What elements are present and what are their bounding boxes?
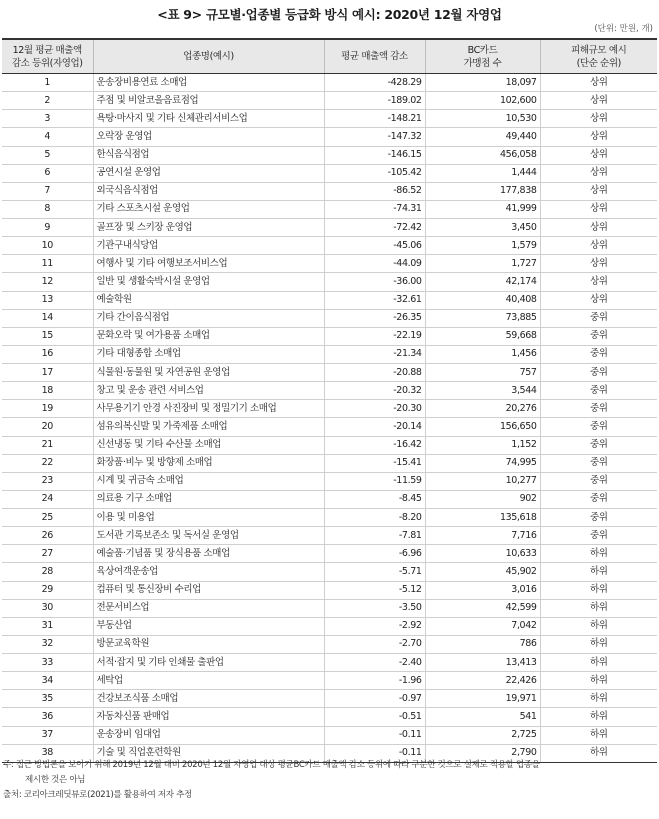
table-row: [2, 654, 657, 672]
cell-damage: 중위: [540, 490, 657, 508]
cell-industry: 컴퓨터 및 통신장비 수리업: [93, 581, 324, 599]
table-row: [2, 110, 657, 128]
cell-damage: 상위: [540, 128, 657, 146]
cell-stores: 42,599: [425, 599, 540, 617]
cell-stores: 7,042: [425, 617, 540, 635]
cell-damage: 하위: [540, 635, 657, 653]
table-row: [2, 527, 657, 545]
cell-damage: 상위: [540, 291, 657, 309]
cell-industry: 화장품·비누 및 방향제 소매업: [93, 454, 324, 472]
cell-damage: 중위: [540, 436, 657, 454]
cell-decrease: -86.52: [324, 182, 425, 200]
cell-decrease: -20.32: [324, 382, 425, 400]
cell-industry: 운송장비 임대업: [93, 726, 324, 744]
unit-label: (단위: 만원, 개): [594, 24, 653, 34]
cell-decrease: -44.09: [324, 255, 425, 273]
cell-industry: 자동차신품 판매업: [93, 708, 324, 726]
cell-damage: 중위: [540, 382, 657, 400]
table-title: <표 9> 규모별·업종별 등급화 방식 예시: 2020년 12월 자영업: [157, 7, 502, 22]
cell-damage: 상위: [540, 164, 657, 182]
cell-rank: 21: [2, 436, 93, 454]
cell-stores: 2,725: [425, 726, 540, 744]
cell-decrease: -22.19: [324, 327, 425, 345]
cell-rank: 38: [2, 744, 93, 762]
cell-damage: 하위: [540, 708, 657, 726]
cell-industry: 사무용기기 안경 사진장비 및 정밀기기 소매업: [93, 400, 324, 418]
cell-industry: 창고 및 운송 관련 서비스업: [93, 382, 324, 400]
cell-rank: 34: [2, 672, 93, 690]
cell-rank: 26: [2, 527, 93, 545]
cell-industry: 골프장 및 스키장 운영업: [93, 219, 324, 237]
cell-stores: 786: [425, 635, 540, 653]
cell-industry: 방문교육학원: [93, 635, 324, 653]
cell-stores: 177,838: [425, 182, 540, 200]
cell-industry: 전문서비스업: [93, 599, 324, 617]
cell-damage: 상위: [540, 74, 657, 92]
cell-stores: 541: [425, 708, 540, 726]
cell-stores: 49,440: [425, 128, 540, 146]
table-row: [2, 219, 657, 237]
table-row: [2, 635, 657, 653]
cell-decrease: -1.96: [324, 672, 425, 690]
cell-industry: 기타 대형종합 소매업: [93, 345, 324, 363]
cell-decrease: -428.29: [324, 74, 425, 92]
cell-decrease: -15.41: [324, 454, 425, 472]
cell-damage: 하위: [540, 563, 657, 581]
cell-damage: 중위: [540, 527, 657, 545]
cell-decrease: -21.34: [324, 345, 425, 363]
table-row: [2, 400, 657, 418]
cell-decrease: -146.15: [324, 146, 425, 164]
cell-decrease: -6.96: [324, 545, 425, 563]
cell-industry: 한식음식점업: [93, 146, 324, 164]
header-industry: 업종명(예시): [93, 39, 324, 74]
cell-damage: 중위: [540, 309, 657, 327]
cell-stores: 902: [425, 490, 540, 508]
table-row: [2, 146, 657, 164]
cell-stores: 19,971: [425, 690, 540, 708]
table-row: [2, 472, 657, 490]
cell-damage: 상위: [540, 146, 657, 164]
table-row: [2, 74, 657, 92]
cell-industry: 외국식음식점업: [93, 182, 324, 200]
cell-rank: 24: [2, 490, 93, 508]
table-row: [2, 182, 657, 200]
cell-decrease: -2.92: [324, 617, 425, 635]
cell-industry: 육상여객운송업: [93, 563, 324, 581]
table-row: [2, 509, 657, 527]
header-stores: BC카드 가맹점 수: [425, 39, 540, 74]
table-row: [2, 309, 657, 327]
cell-industry: 부동산업: [93, 617, 324, 635]
header-decrease: 평균 매출액 감소: [324, 39, 425, 74]
cell-rank: 22: [2, 454, 93, 472]
table-row: [2, 200, 657, 218]
cell-damage: 하위: [540, 581, 657, 599]
cell-stores: 20,276: [425, 400, 540, 418]
cell-stores: 1,152: [425, 436, 540, 454]
cell-damage: 하위: [540, 672, 657, 690]
table-row: [2, 418, 657, 436]
cell-decrease: -8.20: [324, 509, 425, 527]
cell-damage: 하위: [540, 744, 657, 762]
cell-industry: 식물원·동물원 및 자연공원 운영업: [93, 364, 324, 382]
cell-industry: 욕탕·마사지 및 기타 신체관리서비스업: [93, 110, 324, 128]
cell-stores: 73,885: [425, 309, 540, 327]
cell-stores: 456,058: [425, 146, 540, 164]
table-row: [2, 726, 657, 744]
cell-rank: 11: [2, 255, 93, 273]
cell-industry: 문화오락 및 여가용품 소매업: [93, 327, 324, 345]
cell-damage: 상위: [540, 182, 657, 200]
cell-decrease: -2.40: [324, 654, 425, 672]
cell-stores: 74,995: [425, 454, 540, 472]
table-body: [2, 74, 657, 763]
cell-rank: 8: [2, 200, 93, 218]
cell-industry: 예술품·기념품 및 장식용품 소매업: [93, 545, 324, 563]
cell-decrease: -2.70: [324, 635, 425, 653]
cell-rank: 17: [2, 364, 93, 382]
cell-industry: 오락장 운영업: [93, 128, 324, 146]
cell-rank: 10: [2, 237, 93, 255]
cell-decrease: -3.50: [324, 599, 425, 617]
cell-rank: 3: [2, 110, 93, 128]
cell-decrease: -11.59: [324, 472, 425, 490]
cell-damage: 상위: [540, 237, 657, 255]
cell-damage: 상위: [540, 255, 657, 273]
cell-damage: 중위: [540, 472, 657, 490]
cell-rank: 33: [2, 654, 93, 672]
cell-stores: 1,456: [425, 345, 540, 363]
cell-damage: 하위: [540, 654, 657, 672]
cell-industry: 기타 간이음식점업: [93, 309, 324, 327]
table-row: [2, 255, 657, 273]
table-row: [2, 581, 657, 599]
cell-stores: 10,277: [425, 472, 540, 490]
cell-stores: 3,450: [425, 219, 540, 237]
cell-stores: 45,902: [425, 563, 540, 581]
cell-rank: 28: [2, 563, 93, 581]
cell-rank: 15: [2, 327, 93, 345]
table-row: [2, 617, 657, 635]
cell-damage: 상위: [540, 273, 657, 291]
table-row: [2, 708, 657, 726]
cell-decrease: -5.71: [324, 563, 425, 581]
cell-industry: 이용 및 미용업: [93, 509, 324, 527]
cell-damage: 중위: [540, 345, 657, 363]
cell-rank: 25: [2, 509, 93, 527]
cell-decrease: -20.14: [324, 418, 425, 436]
cell-industry: 예술학원: [93, 291, 324, 309]
cell-stores: 22,426: [425, 672, 540, 690]
cell-rank: 4: [2, 128, 93, 146]
cell-rank: 27: [2, 545, 93, 563]
cell-damage: 중위: [540, 418, 657, 436]
cell-decrease: -16.42: [324, 436, 425, 454]
cell-rank: 37: [2, 726, 93, 744]
cell-industry: 주점 및 비알코올음료점업: [93, 92, 324, 110]
cell-rank: 35: [2, 690, 93, 708]
table-row: [2, 291, 657, 309]
cell-industry: 의료용 기구 소매업: [93, 490, 324, 508]
cell-rank: 7: [2, 182, 93, 200]
cell-stores: 102,600: [425, 92, 540, 110]
table-row: [2, 454, 657, 472]
data-table: [2, 38, 657, 763]
table-row: [2, 364, 657, 382]
cell-stores: 42,174: [425, 273, 540, 291]
source-note: 출처: 코리아크레딧뷰로(2021)를 활용하여 저자 추정: [3, 790, 192, 800]
cell-damage: 하위: [540, 726, 657, 744]
cell-damage: 상위: [540, 92, 657, 110]
cell-industry: 공연시설 운영업: [93, 164, 324, 182]
footnote-2: 제시한 것은 아님: [25, 775, 86, 785]
cell-rank: 1: [2, 74, 93, 92]
cell-decrease: -74.31: [324, 200, 425, 218]
cell-rank: 29: [2, 581, 93, 599]
cell-rank: 19: [2, 400, 93, 418]
table-row: [2, 563, 657, 581]
footnote-1: 주: 접근 방법론을 보이기 위해 2019년 12월 대비 2020년 12월 자영업 대상 평균BC카드 매출액 감소 등위에 따라 구분한 것으로 실제로 적용할 업종을: [3, 760, 540, 770]
cell-rank: 32: [2, 635, 93, 653]
cell-industry: 기관구내식당업: [93, 237, 324, 255]
cell-decrease: -0.97: [324, 690, 425, 708]
cell-stores: 1,444: [425, 164, 540, 182]
cell-rank: 14: [2, 309, 93, 327]
cell-damage: 중위: [540, 509, 657, 527]
cell-decrease: -8.45: [324, 490, 425, 508]
cell-stores: 10,633: [425, 545, 540, 563]
cell-decrease: -0.11: [324, 726, 425, 744]
table-row: [2, 128, 657, 146]
cell-rank: 18: [2, 382, 93, 400]
cell-stores: 1,579: [425, 237, 540, 255]
cell-rank: 12: [2, 273, 93, 291]
cell-industry: 세탁업: [93, 672, 324, 690]
table-row: [2, 237, 657, 255]
cell-damage: 중위: [540, 327, 657, 345]
cell-industry: 기술 및 직업훈련학원: [93, 744, 324, 762]
cell-decrease: -45.06: [324, 237, 425, 255]
table-row: [2, 345, 657, 363]
cell-damage: 하위: [540, 545, 657, 563]
table-row: [2, 327, 657, 345]
cell-decrease: -20.30: [324, 400, 425, 418]
cell-rank: 31: [2, 617, 93, 635]
table-row: [2, 490, 657, 508]
table-row: [2, 436, 657, 454]
cell-industry: 여행사 및 기타 여행보조서비스업: [93, 255, 324, 273]
cell-stores: 3,016: [425, 581, 540, 599]
cell-stores: 3,544: [425, 382, 540, 400]
footnotes: [3, 758, 653, 803]
cell-damage: 중위: [540, 400, 657, 418]
cell-decrease: -7.81: [324, 527, 425, 545]
cell-industry: 도서관 기록보존소 및 독서실 운영업: [93, 527, 324, 545]
cell-stores: 59,668: [425, 327, 540, 345]
cell-rank: 5: [2, 146, 93, 164]
table-row: [2, 273, 657, 291]
cell-stores: 135,618: [425, 509, 540, 527]
cell-decrease: -0.11: [324, 744, 425, 762]
cell-decrease: -189.02: [324, 92, 425, 110]
cell-decrease: -36.00: [324, 273, 425, 291]
cell-decrease: -105.42: [324, 164, 425, 182]
cell-decrease: -0.51: [324, 708, 425, 726]
cell-damage: 중위: [540, 454, 657, 472]
cell-damage: 하위: [540, 599, 657, 617]
table-row: [2, 599, 657, 617]
cell-stores: 10,530: [425, 110, 540, 128]
header-rank: 12월 평균 매출액 감소 등위(자영업): [2, 39, 93, 74]
cell-stores: 7,716: [425, 527, 540, 545]
cell-stores: 13,413: [425, 654, 540, 672]
cell-stores: 757: [425, 364, 540, 382]
cell-rank: 13: [2, 291, 93, 309]
cell-industry: 운송장비용연료 소매업: [93, 74, 324, 92]
cell-decrease: -20.88: [324, 364, 425, 382]
table-row: [2, 382, 657, 400]
table-header: [2, 39, 657, 74]
cell-stores: 18,097: [425, 74, 540, 92]
cell-rank: 6: [2, 164, 93, 182]
cell-stores: 1,727: [425, 255, 540, 273]
cell-damage: 중위: [540, 364, 657, 382]
cell-damage: 하위: [540, 690, 657, 708]
cell-decrease: -5.12: [324, 581, 425, 599]
cell-industry: 신선냉동 및 기타 수산물 소매업: [93, 436, 324, 454]
cell-industry: 시계 및 귀금속 소매업: [93, 472, 324, 490]
table-row: [2, 545, 657, 563]
table-row: [2, 690, 657, 708]
table-row: [2, 672, 657, 690]
cell-damage: 상위: [540, 200, 657, 218]
cell-decrease: -147.32: [324, 128, 425, 146]
cell-industry: 서적·잡지 및 기타 인쇄물 출판업: [93, 654, 324, 672]
table-row: [2, 92, 657, 110]
header-damage: 피해규모 예시 (단순 순위): [540, 39, 657, 74]
cell-rank: 2: [2, 92, 93, 110]
cell-rank: 16: [2, 345, 93, 363]
cell-rank: 30: [2, 599, 93, 617]
cell-stores: 41,999: [425, 200, 540, 218]
cell-stores: 156,650: [425, 418, 540, 436]
cell-rank: 9: [2, 219, 93, 237]
cell-damage: 하위: [540, 617, 657, 635]
cell-rank: 36: [2, 708, 93, 726]
cell-rank: 23: [2, 472, 93, 490]
cell-rank: 20: [2, 418, 93, 436]
cell-decrease: -148.21: [324, 110, 425, 128]
cell-industry: 섬유의복신발 및 가죽제품 소매업: [93, 418, 324, 436]
table-row: [2, 164, 657, 182]
cell-stores: 40,408: [425, 291, 540, 309]
cell-decrease: -26.35: [324, 309, 425, 327]
cell-industry: 일반 및 생활숙박시설 운영업: [93, 273, 324, 291]
cell-industry: 건강보조식품 소매업: [93, 690, 324, 708]
cell-decrease: -32.61: [324, 291, 425, 309]
cell-industry: 기타 스포츠시설 운영업: [93, 200, 324, 218]
cell-decrease: -72.42: [324, 219, 425, 237]
cell-damage: 상위: [540, 110, 657, 128]
cell-stores: 2,790: [425, 744, 540, 762]
cell-damage: 상위: [540, 219, 657, 237]
